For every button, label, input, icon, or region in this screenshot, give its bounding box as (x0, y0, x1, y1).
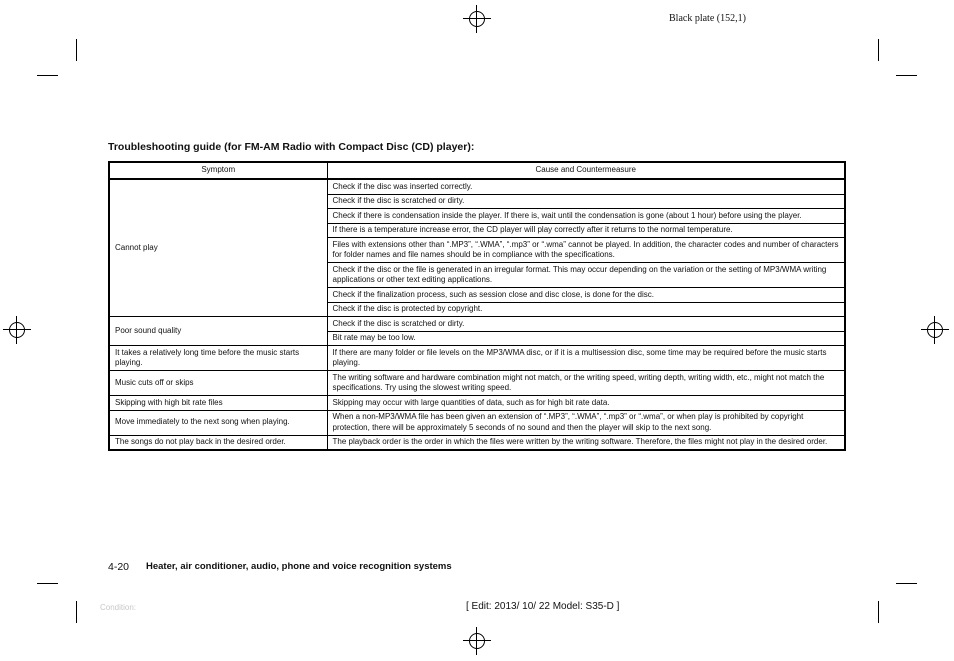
footer-section-title: Heater, air conditioner, audio, phone and voice recognition systems (146, 561, 452, 572)
crop-mark (37, 583, 58, 584)
table-row (109, 396, 845, 411)
registration-mark-right (921, 316, 949, 344)
cause-cell: Check if the disc or the file is generated in an irregular format. This may occur depending on the variation or the setting of MP3/WMA writing applications or other text editing applications. (327, 263, 845, 288)
crop-mark (76, 39, 77, 61)
column-header-cause: Cause and Countermeasure (327, 162, 845, 179)
table-header-row (109, 162, 845, 179)
crop-mark (76, 601, 77, 623)
cause-cell: Check if the finalization process, such as session close and disc close, is done for the disc. (327, 288, 845, 303)
table-row (109, 346, 845, 371)
table-row (109, 317, 845, 332)
symptom-cell: It takes a relatively long time before the music starts playing. (109, 346, 327, 371)
symptom-cell: Move immediately to the next song when playing. (109, 410, 327, 435)
table-row (109, 371, 845, 396)
table-row (109, 410, 845, 435)
cause-cell: If there are many folder or file levels on the MP3/WMA disc, or if it is a multisession disc, some time may be required before the music starts playing. (327, 346, 845, 371)
cause-cell: The writing software and hardware combination might not match, or the writing speed, writing depth, writing width, etc., might not match the specifications. Try using the slowest writing speed. (327, 371, 845, 396)
crop-mark (896, 583, 917, 584)
symptom-cell: The songs do not play back in the desired order. (109, 435, 327, 450)
symptom-cell: Music cuts off or skips (109, 371, 327, 396)
crop-mark (37, 75, 58, 76)
troubleshooting-table (108, 161, 846, 451)
cause-cell: Check if the disc was inserted correctly. (327, 179, 845, 194)
section-heading: Troubleshooting guide (for FM-AM Radio with Compact Disc (CD) player): (108, 141, 475, 153)
registration-mark-top (463, 5, 491, 33)
cause-cell: Check if the disc is scratched or dirty. (327, 317, 845, 332)
cause-cell: The playback order is the order in which the files were written by the writing software. Therefore, the files might not play in the desired order. (327, 435, 845, 450)
cause-cell: Check if the disc is protected by copyright. (327, 302, 845, 317)
symptom-cell: Poor sound quality (109, 317, 327, 346)
plate-label: Black plate (152,1) (669, 13, 746, 24)
symptom-cell: Skipping with high bit rate files (109, 396, 327, 411)
cause-cell: Bit rate may be too low. (327, 331, 845, 346)
crop-mark (878, 39, 879, 61)
page-number: 4-20 (108, 561, 130, 573)
crop-mark (896, 75, 917, 76)
cause-cell: When a non-MP3/WMA file has been given an extension of “.MP3”, “.WMA”, “.mp3” or “.wma”, or when play is prohibited by copyright protection, there will be approximately 5 seconds of no sound and then the player will skip to the next song. (327, 410, 845, 435)
cause-cell: Check if there is condensation inside the player. If there is, wait until the condensation is gone (about 1 hour) before using the player. (327, 209, 845, 224)
table-row (109, 435, 845, 450)
registration-mark-bottom (463, 627, 491, 655)
cause-cell: Check if the disc is scratched or dirty. (327, 194, 845, 209)
table-row (109, 179, 845, 194)
crop-mark (878, 601, 879, 623)
column-header-symptom: Symptom (109, 162, 327, 179)
condition-label: Condition: (100, 603, 137, 612)
symptom-cell: Cannot play (109, 179, 327, 317)
edit-info: [ Edit: 2013/ 10/ 22 Model: S35-D ] (466, 601, 620, 612)
registration-mark-left (3, 316, 31, 344)
cause-cell: Skipping may occur with large quantities of data, such as for high bit rate data. (327, 396, 845, 411)
cause-cell: Files with extensions other than “.MP3”, “.WMA”, “.mp3” or “.wma” cannot be played. In addition, the character codes and number of characters for folder names and file names should be in compliance with the specifications. (327, 238, 845, 263)
cause-cell: If there is a temperature increase error, the CD player will play correctly after it returns to the normal temperature. (327, 223, 845, 238)
